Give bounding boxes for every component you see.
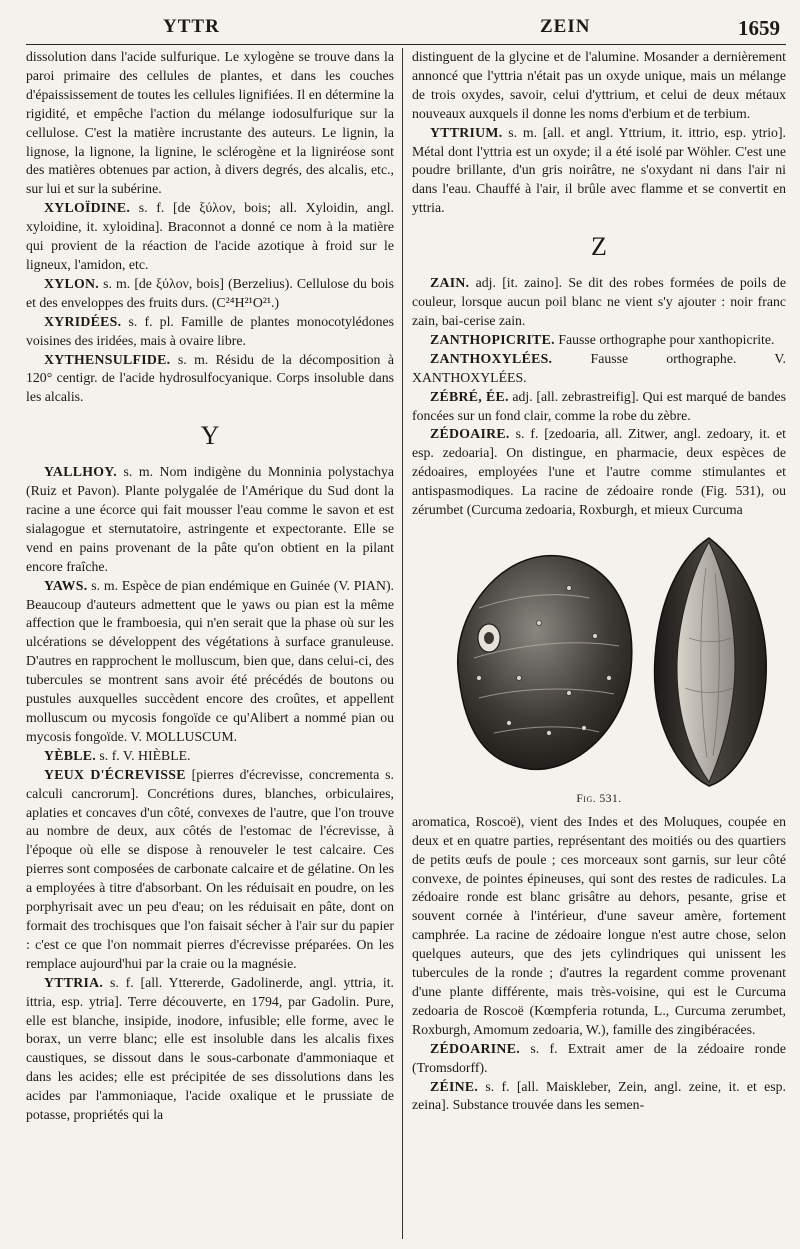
column-divider bbox=[402, 48, 403, 1239]
entry-continuation: aromatica, Roscoë), vient des Indes et des Moluques, coupée en deux et en quatre parties, représentant des moitiés ou des quartiers de petits œufs de poule ; ces morceaux sont garnis, sur leur côté convexe, de pointes épineuses, qui sont des restes de radicules. La zédoaire ronde est blanc grisâtre au dehors, pesante, grise et souvent cornée à l'intérieur, d'une saveur amère, fortement camphrée. La racine de zédoaire longue n'est autre chose, selon quelques auteurs, que des jets cylindriques qui unissent les tubercules de la ronde ; d'autres la regardent comme provenant d'une plante différente, mais très-voisine, qui est le Curcuma zedoaria de Roscoë (Kœmpferia rotunda, L., Curcuma zerumbet, Roxburgh, Amomum zedoaria, W.), famille des zingibéracées. bbox=[412, 813, 786, 1037]
entry-zanthoxylees bbox=[412, 350, 786, 388]
entry-zeine bbox=[412, 1078, 786, 1116]
entry-body: s. m. [all. et angl. Yttrium, it. ittrio, esp. ytrio]. Métal dont l'yttria est un oxyde; il a été isolé par Wöhler. C'est une poudre brillante, d'un gris noirâtre, ne s'oxydant ni dans l'air ni dans l'eau. Chauffé à l'air, il brûle avec flamme et se convertit en yttria. bbox=[412, 124, 787, 216]
headword: ZÉINE. bbox=[429, 1078, 479, 1094]
entry-yaws bbox=[26, 577, 394, 747]
page-number: 1659 bbox=[738, 16, 780, 40]
entry-body: adj. [all. zebrastreifig]. Qui est marqué de bandes foncées sur un fond clair, comme la robe du zèbre. bbox=[412, 388, 787, 423]
headword: YALLHOY. bbox=[43, 464, 118, 480]
entry-yeux-decrevisse bbox=[26, 766, 394, 974]
entry-continuation: dissolution dans l'acide sulfurique. Le xylogène se trouve dans la paroi primaire des cellules de plantes, et dans les couches d'épaississement de toutes les cellules lignifiées. Il en détermine la rigidité, et empêche l'action du mélange iodosulfurique sur la cellulose. C'est la matière incrustante des auteurs. Le lignin, la lignose, la lignone, la lignine, le sclérogène et la ligniréose sont des matières obtenues par action, à divers degrés, des alcalis, etc., sur lui et sur la subérine. bbox=[26, 49, 394, 197]
entry-body: s. m. [de ξύλον, bois] (Berzelius). Cellulose du bois et des enveloppes des fruits durs. (C²⁴H²¹O²¹.) bbox=[26, 275, 395, 310]
entry-zebre bbox=[412, 388, 786, 426]
entry-yttria bbox=[26, 974, 394, 1125]
entry-yeble bbox=[26, 747, 394, 766]
headword: ZANTHOXYLÉES. bbox=[429, 350, 553, 366]
entry-body: s. m. Nom indigène du Monninia polystachya (Ruiz et Pavon). Plante polygalée de l'Amérique du Sud dont la racine a une écorce qui fait mousser l'eau comme le savon et est sialagogue et sternutatoire, astringente et expectorante. Elle se vend en pains provenant de la pâte qu'on obtient en la pilant encore fraîche. bbox=[26, 464, 394, 574]
headword: XYTHENSULFIDE. bbox=[43, 351, 171, 367]
entry-zedoarine bbox=[412, 1040, 786, 1078]
entry-zedoaire bbox=[412, 425, 786, 520]
tuber-halved bbox=[655, 538, 767, 786]
entry-xythensulfide bbox=[26, 351, 394, 408]
zedoary-root-illustration bbox=[419, 528, 779, 788]
headword: XYRIDÉES. bbox=[43, 313, 122, 329]
entry-body: s. f. [zedoaria, all. Zitwer, angl. zedoary, it. et esp. zedoaria]. On distingue, en pharmacie, deux espèces de zédoaires, employées l'une et l'autre comme stimulantes et antispasmodiques. La racine de zédoaire ronde (Fig. 531), ou zérumbet (Curcuma zedoaria, Roxburgh, et mieux Curcuma bbox=[412, 426, 786, 518]
entry-yallhoy bbox=[26, 463, 394, 576]
section-letter-z: Z bbox=[591, 232, 607, 262]
entry-body: s. f. [all. Yttererde, Gadolinerde, angl. yttria, it. ittria, esp. ytria]. Terre découverte, en 1794, par Gadolin. Pure, elle est blanche, insipide, inodore, infusible; elle forme, avec le borax, un verre blanc; elle est insoluble dans les alcalis fixes caustiques, se dissout dans le sous-carbonate d'ammoniaque et dans les acides; elle est précipitée de ses dissolutions dans les acides par l'ammoniaque, l'acide oxalique et le prussiate de potasse, propriétés qui la bbox=[26, 974, 394, 1123]
entry-body: Fausse orthographe. V. XANTHOXYLÉES. bbox=[412, 350, 786, 385]
entry-xyloidine bbox=[26, 199, 394, 275]
headword: ZÉDOAIRE. bbox=[429, 426, 510, 442]
entry-body: s. m. Résidu de la décomposition à 120° centigr. de l'acide hydrosulfocyanique. Corps insoluble dans les alcalis. bbox=[26, 351, 394, 405]
entry-xyridees bbox=[26, 313, 394, 351]
running-head-left: YTTR bbox=[163, 16, 220, 37]
running-head-center: ZEIN bbox=[540, 16, 591, 37]
entry-body: s. m. Espèce de pian endémique en Guinée (V. PIAN). Beaucoup d'auteurs admettent que le yaws ou pian est la même affection que le framboesia, qui n'en serait que la phase où sur les ulcérations se développent des végétations à surface granuleuse. D'autres en rapprochent le molluscum, bien que, dans celui-ci, des tubercules se montrent sans avoir été précédés de boutons ou pustules auxquelles succèdent encore des croûtes, et appellent molluscum ou mycosis fongoïde ce qu'Alibert a nommé pian ou mycosis fongoïde. V. MOLLUSCUM. bbox=[26, 577, 394, 744]
entry-body: adj. [it. zaino]. Se dit des robes formées de poils de couleur, lorsque aucun poil blanc ne vient s'y ajouter : noir franc zain, bai-cerise zain. bbox=[412, 275, 786, 328]
entry-xylon bbox=[26, 275, 394, 313]
headword: YTTRIA. bbox=[43, 974, 104, 990]
entry-yttrium bbox=[412, 124, 786, 219]
figure-caption: Fig. 531. bbox=[576, 792, 622, 805]
entry-body: s. f. [all. Maiskleber, Zein, angl. zeine, it. et esp. zeina]. Substance trouvée dans les semen- bbox=[412, 1078, 786, 1113]
headword: YAWS. bbox=[43, 577, 88, 593]
headword: ZANTHOPICRITE. bbox=[429, 331, 555, 347]
header-rule bbox=[26, 44, 786, 45]
entry-body: s. f. Extrait amer de la zédoaire ronde (Tromsdorff). bbox=[412, 1040, 786, 1075]
entry-zain bbox=[412, 274, 786, 331]
headword: YTTRIUM. bbox=[429, 124, 503, 140]
left-column bbox=[26, 48, 394, 1241]
headword: YÈBLE. bbox=[43, 747, 96, 763]
entry-continuation: distinguent de la glycine et de l'alumine. Mosander a dernièrement annoncé que l'yttria n'était pas un oxyde unique, mais un mélange de trois oxydes, savoir, celui d'yttrium, et celui de deux métaux nouveaux auxquels il donne les noms d'erbium et de terbium. bbox=[412, 49, 786, 121]
entry-zanthopicrite bbox=[412, 331, 786, 350]
section-letter-y: Y bbox=[200, 421, 220, 451]
right-column bbox=[412, 48, 786, 1241]
figure-531 bbox=[412, 528, 786, 809]
headword: ZÉBRÉ, ÉE. bbox=[429, 388, 509, 404]
headword: XYLON. bbox=[43, 275, 100, 291]
entry-body: [pierres d'écrevisse, concrementa s. calculi cancrorum]. Concrétions dures, blanches, orbiculaires, aplaties et concaves d'un côté, convexes de l'autre, que l'on trouve au nombre de deux, aux côtés de l'estomac de l'écrevisse, à l'époque où elle se dispose à renouveler le test calcaire. Ces pierres sont composées de carbonate calcaire et de gélatine. On les a employées à titre d'absorbant. On les réduisait en poudre, on les porphyrisait avec un peu d'eau; on les réduisait en pâte, dont on formait des trochisques que l'on faisait sécher à l'air sur du papier : c'est ce que l'on nommait pierres d'écrevisse préparées. On les remplace aujourd'hui par la craie ou la magnésie. bbox=[26, 766, 395, 971]
entry-body: Fausse orthographe pour xanthopicrite. bbox=[558, 331, 775, 347]
headword: YEUX D'ÉCREVISSE bbox=[43, 766, 186, 782]
headword: XYLOÏDINE. bbox=[43, 200, 131, 216]
entry-body: s. f. pl. Famille de plantes monocotylédones voisines des iridées, mais à ovaire libre. bbox=[26, 313, 394, 348]
headword: ZÉDOARINE. bbox=[429, 1040, 520, 1056]
headword: ZAIN. bbox=[429, 275, 470, 291]
entry-body: s. f. [de ξύλον, bois; all. Xyloidin, angl. xyloidine, it. xyloidina]. Braconnot a donné ce nom à la matière qui provient de la réaction de l'acide azotique à froid sur le ligneux, l'amidon, etc. bbox=[26, 200, 394, 272]
entry-body: s. f. V. HIÈBLE. bbox=[99, 747, 191, 763]
tuber-whole bbox=[458, 556, 632, 770]
